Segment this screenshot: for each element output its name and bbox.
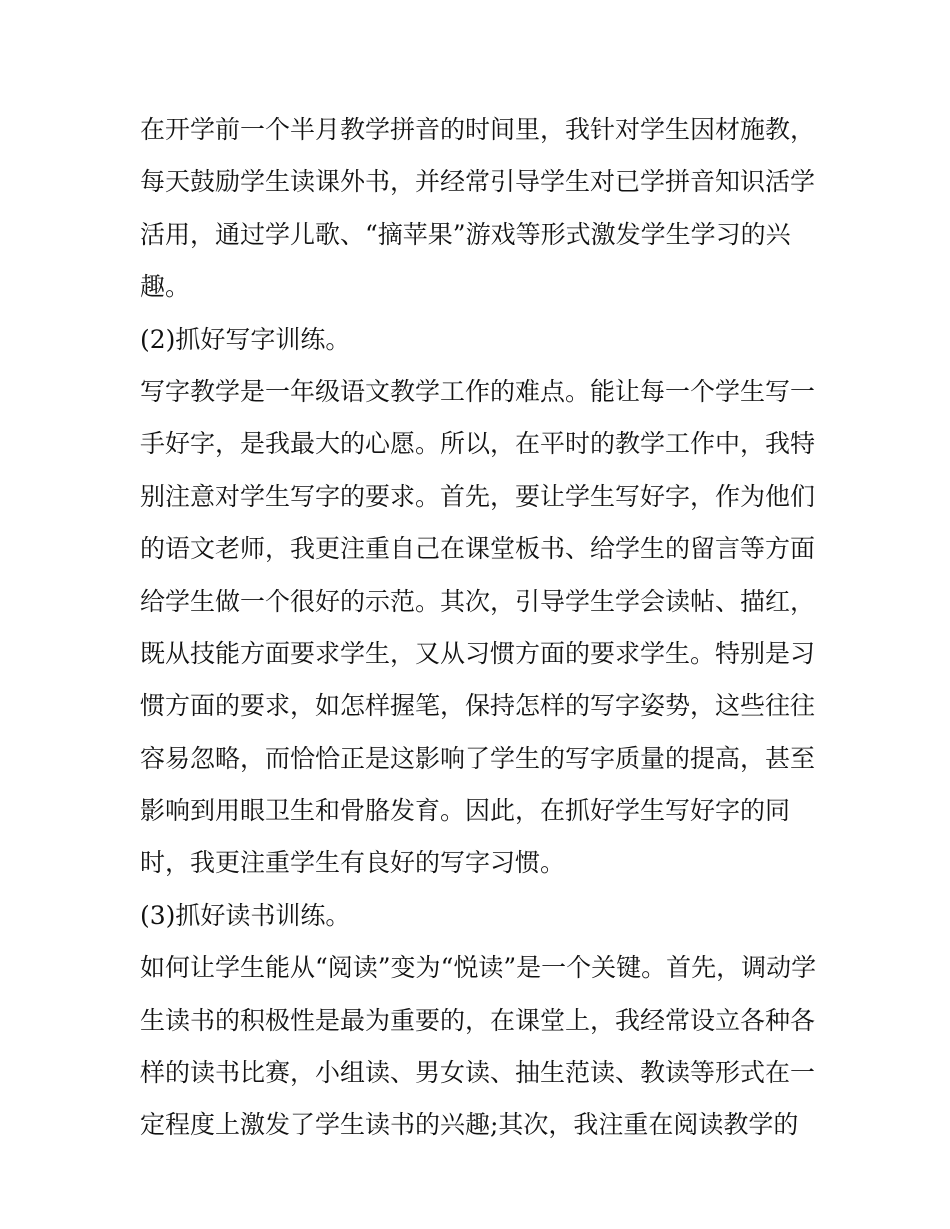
text-line: 趣。 [140,272,191,302]
text-line: 影响到用眼卫生和骨胳发育。因此，在抓好学生写好字的同 [140,796,791,826]
text-line: 如何让学生能从“阅读”变为“悦读”是一个关键。首先，调动学 [140,953,817,983]
section-heading: (3)抓好读书训练。 [140,900,351,930]
text-line: 活用，通过学儿歌、“摘苹果”游戏等形式激发学生学习的兴 [140,219,791,249]
text-line: 定程度上激发了学生读书的兴趣;其次，我注重在阅读教学的 [140,1110,799,1140]
text-line: 既从技能方面要求学生，又从习惯方面的要求学生。特别是习 [140,638,816,668]
text-line: 时，我更注重学生有良好的写字习惯。 [140,848,566,878]
text-line: 给学生做一个很好的示范。其次，引导学生学会读帖、描红， [140,586,816,616]
text-line: 手好字，是我最大的心愿。所以，在平时的教学工作中，我特 [140,429,816,459]
text-line: 生读书的积极性是最为重要的，在课堂上，我经常设立各种各 [140,1005,816,1035]
section-heading: (2)抓好写字训练。 [140,324,351,354]
text-line: 容易忽略，而恰恰正是这影响了学生的写字质量的提高，甚至 [140,743,816,773]
body-text [140,104,820,1152]
text-line: 的语文老师，我更注重自己在课堂板书、给学生的留言等方面 [140,534,816,564]
text-line: 每天鼓励学生读课外书，并经常引导学生对已学拼音知识活学 [140,167,816,197]
text-line: 写字教学是一年级语文教学工作的难点。能让每一个学生写一 [140,376,816,406]
text-line: 样的读书比赛，小组读、男女读、抽生范读、教读等形式在一 [140,1058,816,1088]
text-line: 惯方面的要求，如怎样握笔，保持怎样的写字姿势，这些往往 [140,691,816,721]
text-line: 在开学前一个半月教学拼音的时间里，我针对学生因材施教， [140,115,816,144]
text-line: 别注意对学生写字的要求。首先，要让学生写好字，作为他们 [140,481,816,511]
